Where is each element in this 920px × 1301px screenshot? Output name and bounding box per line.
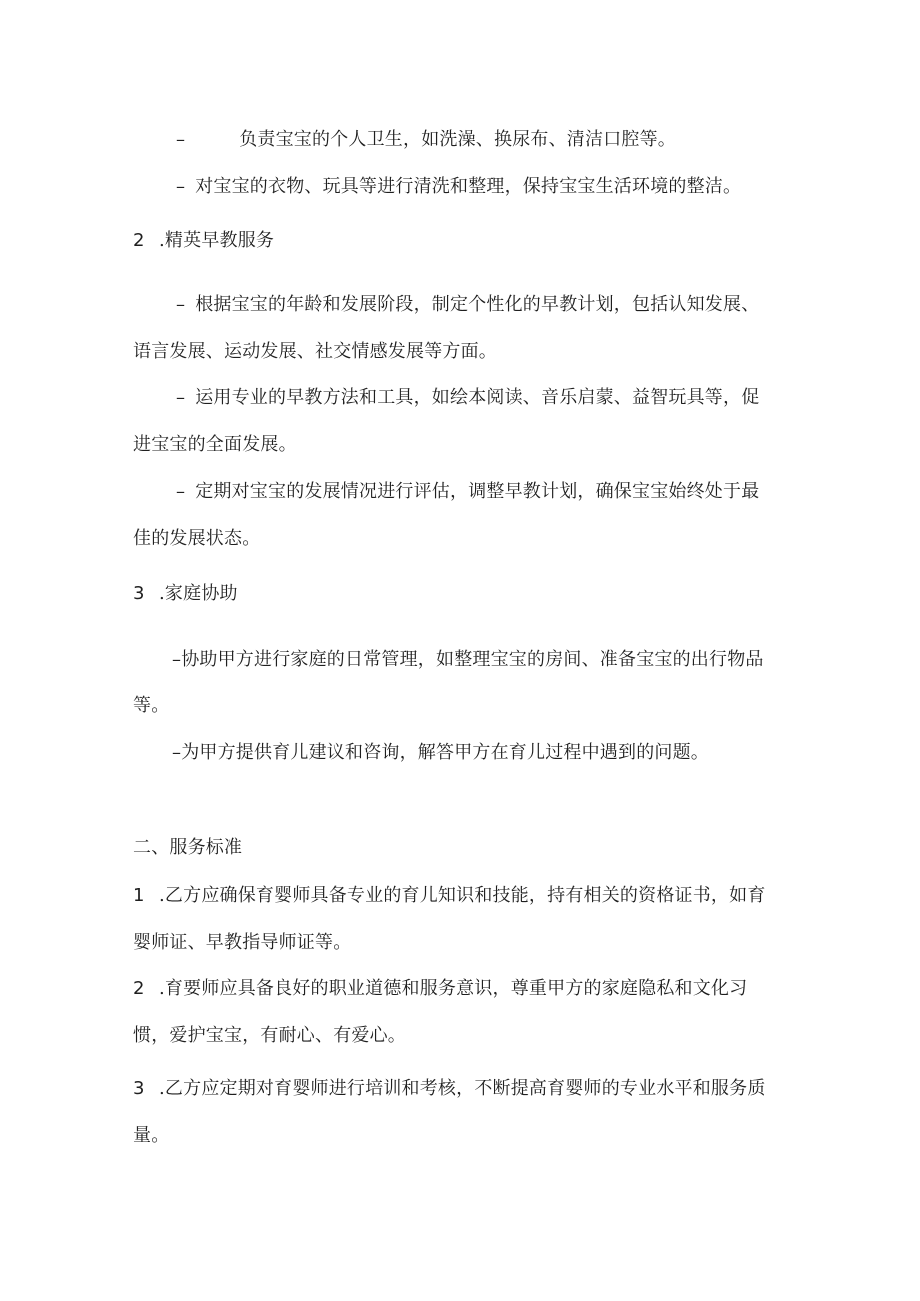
list-item (176, 175, 741, 199)
list-item-text: 定期对宝宝的发展情况进行评估，调整早教计划，确保宝宝始终处于最 (195, 481, 760, 502)
item-number: 3 (133, 1078, 145, 1099)
section-heading (133, 229, 274, 253)
numbered-item (133, 884, 766, 908)
section-heading (133, 582, 238, 606)
item-number: 1 (133, 885, 145, 906)
numbered-item-continuation: 量。 (133, 1125, 170, 1146)
item-title: .家庭协助 (159, 583, 238, 604)
list-item-text: 对宝宝的衣物、玩具等进行清洗和整理，保持宝宝生活环境的整洁。 (195, 176, 742, 197)
list-item (172, 648, 764, 672)
list-item-text: 负责宝宝的个人卫生，如洗澡、换尿布、清洁口腔等。 (239, 129, 677, 150)
item-number: 3 (133, 583, 145, 604)
list-item-continuation: 等。 (133, 695, 170, 716)
numbered-item-continuation: 惯，爱护宝宝，有耐心、有爱心。 (133, 1025, 406, 1046)
numbered-item (133, 977, 747, 1001)
bullet-dash: – (172, 649, 182, 670)
numbered-item-text: .乙方应定期对育婴师进行培训和考核，不断提高育婴师的专业水平和服务质 (159, 1078, 766, 1099)
list-item (176, 293, 759, 317)
numbered-item-continuation: 婴师证、早教指导师证等。 (133, 932, 352, 953)
item-number: 2 (133, 978, 145, 999)
bullet-dash: – (176, 387, 186, 408)
bullet-dash: – (176, 129, 186, 150)
list-item-text: 根据宝宝的年龄和发展阶段，制定个性化的早教计划，包括认知发展、 (195, 294, 760, 315)
list-item (172, 741, 709, 765)
bullet-dash: – (176, 176, 186, 197)
section-title: 二、服务标准 (133, 837, 243, 858)
bullet-dash: – (176, 481, 186, 502)
bullet-dash: – (172, 742, 182, 763)
list-item-text: 协助甲方进行家庭的日常管理，如整理宝宝的房间、准备宝宝的出行物品 (181, 649, 764, 670)
list-item-continuation: 语言发展、运动发展、社交情感发展等方面。 (133, 341, 497, 362)
item-title: .精英早教服务 (159, 230, 275, 251)
list-item-continuation: 进宝宝的全面发展。 (133, 434, 297, 455)
list-item (176, 128, 676, 152)
list-item (176, 386, 759, 410)
numbered-item-text: .育要师应具备良好的职业道德和服务意识，尊重甲方的家庭隐私和文化习 (159, 978, 748, 999)
list-item (176, 480, 759, 504)
list-item-text: 运用专业的早教方法和工具，如绘本阅读、音乐启蒙、益智玩具等，促 (195, 387, 760, 408)
numbered-item-text: .乙方应确保育婴师具备专业的育儿知识和技能，持有相关的资格证书，如育 (159, 885, 766, 906)
numbered-item (133, 1077, 766, 1101)
list-item-text: 为甲方提供育儿建议和咨询，解答甲方在育儿过程中遇到的问题。 (181, 742, 709, 763)
bullet-dash: – (176, 294, 186, 315)
list-item-continuation: 佳的发展状态。 (133, 528, 261, 549)
item-number: 2 (133, 230, 145, 251)
